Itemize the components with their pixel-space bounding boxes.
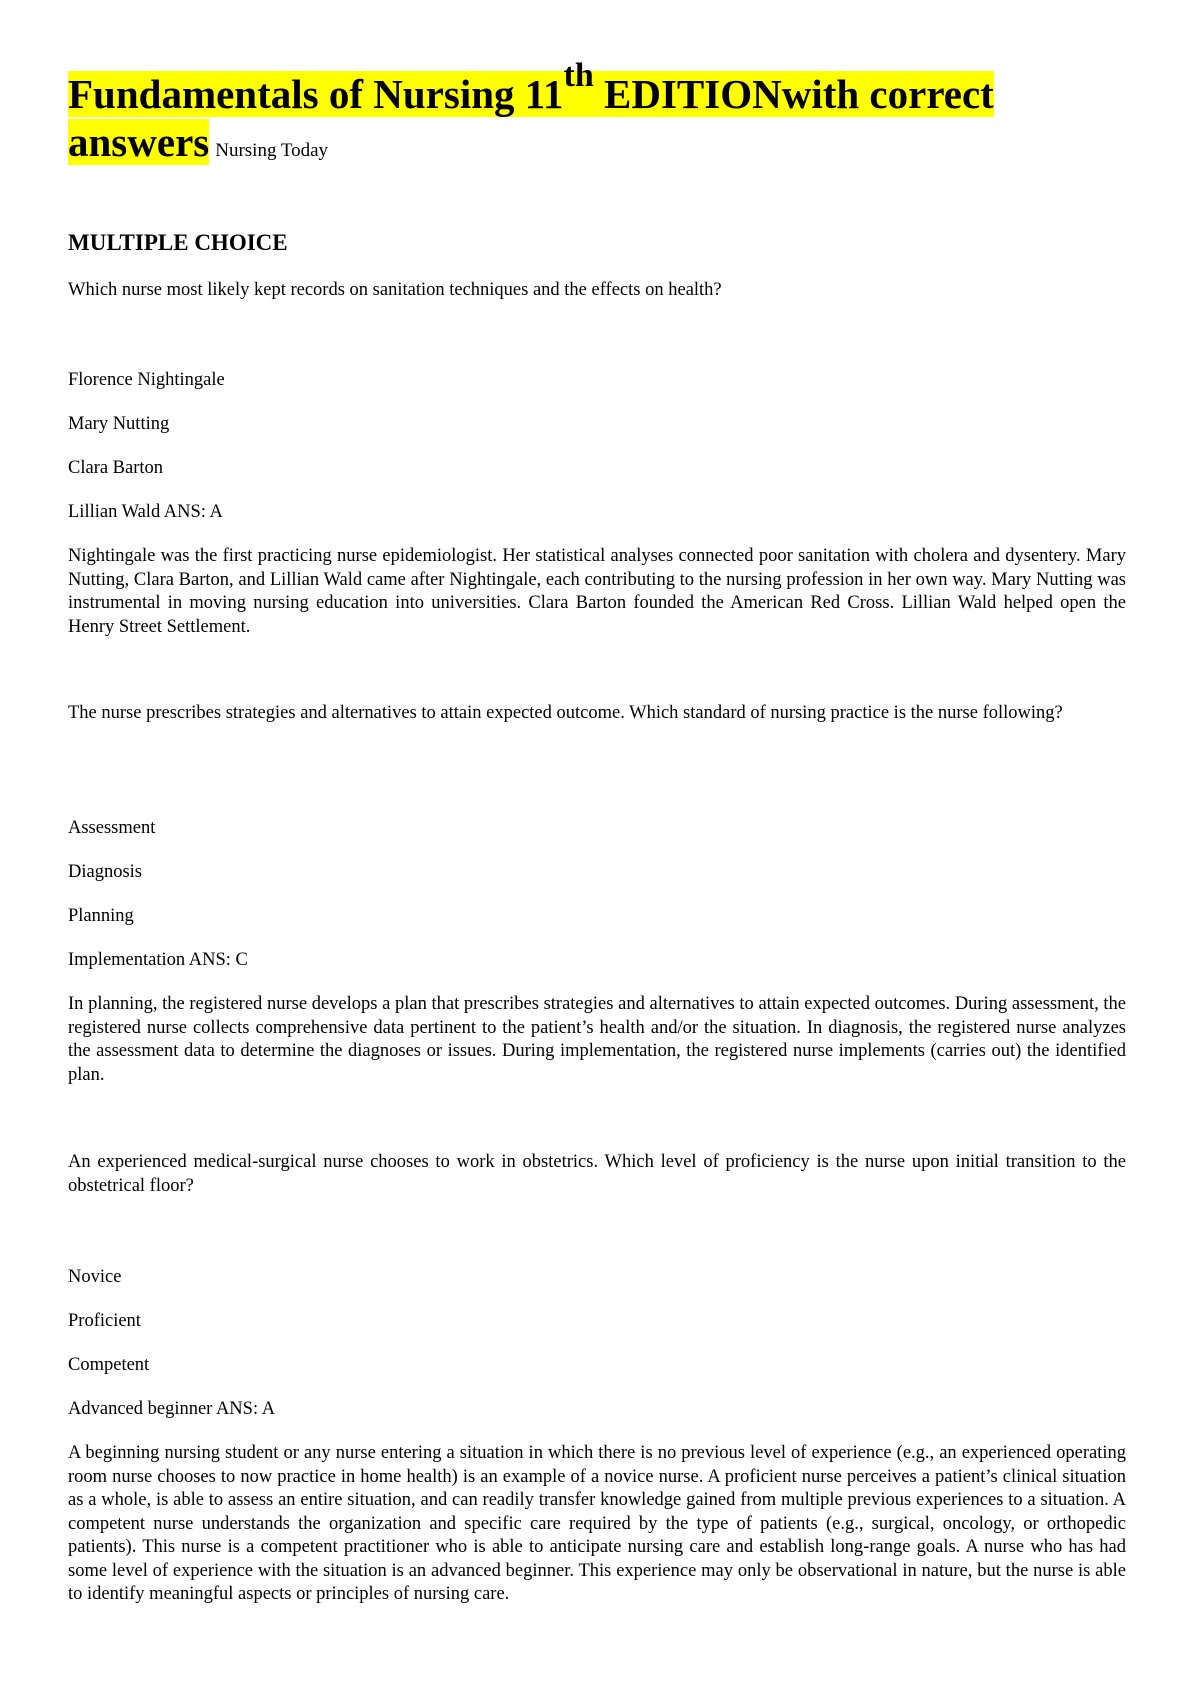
document-title-line-1 — [68, 57, 994, 122]
question-1-rationale: Nightingale was the first practicing nurse epidemiologist. Her statistical analyses connected poor sanitation with cholera and dysentery. Mary Nutting, Clara Barton, and Lillian Wald came after Nightingale, each contributing to the nursing profession in her own way. Mary Nutting was instrumental in moving nursing education into universities. Clara Barton founded the American Red Cross. Lillian Wald helped open the Henry Street Settlement. — [68, 546, 1126, 637]
question-3-option-c: Competent — [68, 1355, 150, 1375]
question-1-option-b: Mary Nutting — [68, 414, 170, 434]
question-3-option-b: Proficient — [68, 1311, 141, 1331]
question-2-option-b: Diagnosis — [68, 862, 142, 882]
title-part-1: Fundamentals of Nursing 11 — [68, 71, 564, 117]
question-1-option-d: Lillian Wald ANS: A — [68, 502, 223, 522]
question-2-stem: The nurse prescribes strategies and alternatives to attain expected outcome. Which standard of nursing practice is the nurse following? — [68, 703, 1063, 723]
question-2-rationale: In planning, the registered nurse develops a plan that prescribes strategies and alternatives to attain expected outcomes. During assessment, the registered nurse collects comprehensive data pertinent to the patient’s health and/or the situation. In diagnosis, the registered nurse analyzes the assessment data to determine the diagnoses or issues. During implementation, the registered nurse implements (carries out) the identified plan. — [68, 994, 1126, 1085]
question-3-option-a: Novice — [68, 1267, 122, 1287]
question-3-stem: An experienced medical-surgical nurse chooses to work in obstetrics. Which level of proficiency is the nurse upon initial transition to the obstetrical floor? — [68, 1152, 1126, 1196]
title-highlight — [68, 57, 994, 117]
question-3-option-d: Advanced beginner ANS: A — [68, 1399, 276, 1419]
document-page — [68, 0, 1126, 1684]
question-1-stem: Which nurse most likely kept records on sanitation techniques and the effects on health? — [68, 280, 722, 300]
section-heading: MULTIPLE CHOICE — [68, 230, 288, 255]
question-2-option-c: Planning — [68, 906, 134, 926]
question-1-option-c: Clara Barton — [68, 458, 164, 478]
title-part-2: EDITIONwith correct — [593, 71, 994, 117]
document-title-line-2 — [68, 118, 328, 175]
document-subtitle: Nursing Today — [215, 140, 329, 161]
question-3-rationale: A beginning nursing student or any nurse entering a situation in which there is no previous level of experience (e.g., an experienced operating room nurse chooses to now practice in home health) is an example of a novice nurse. A proficient nurse perceives a patient’s clinical situation as a whole, is able to assess an entire situation, and can readily transfer knowledge gained from multiple previous experiences to a situation. A competent nurse understands the organization and specific care required by the type of patients (e.g., surgical, oncology, or orthopedic patients). This nurse is a competent practitioner who is able to anticipate nursing care and establish long-range goals. A nurse who has had some level of experience with the situation is an advanced beginner. This experience may only be observational in nature, but the nurse is able to identify meaningful aspects or principles of nursing care. — [68, 1443, 1126, 1604]
title-superscript: th — [563, 57, 594, 94]
question-2-option-d: Implementation ANS: C — [68, 950, 248, 970]
question-2-option-a: Assessment — [68, 818, 156, 838]
question-1-option-a: Florence Nightingale — [68, 370, 225, 390]
title-line-2-text: answers — [68, 119, 210, 165]
